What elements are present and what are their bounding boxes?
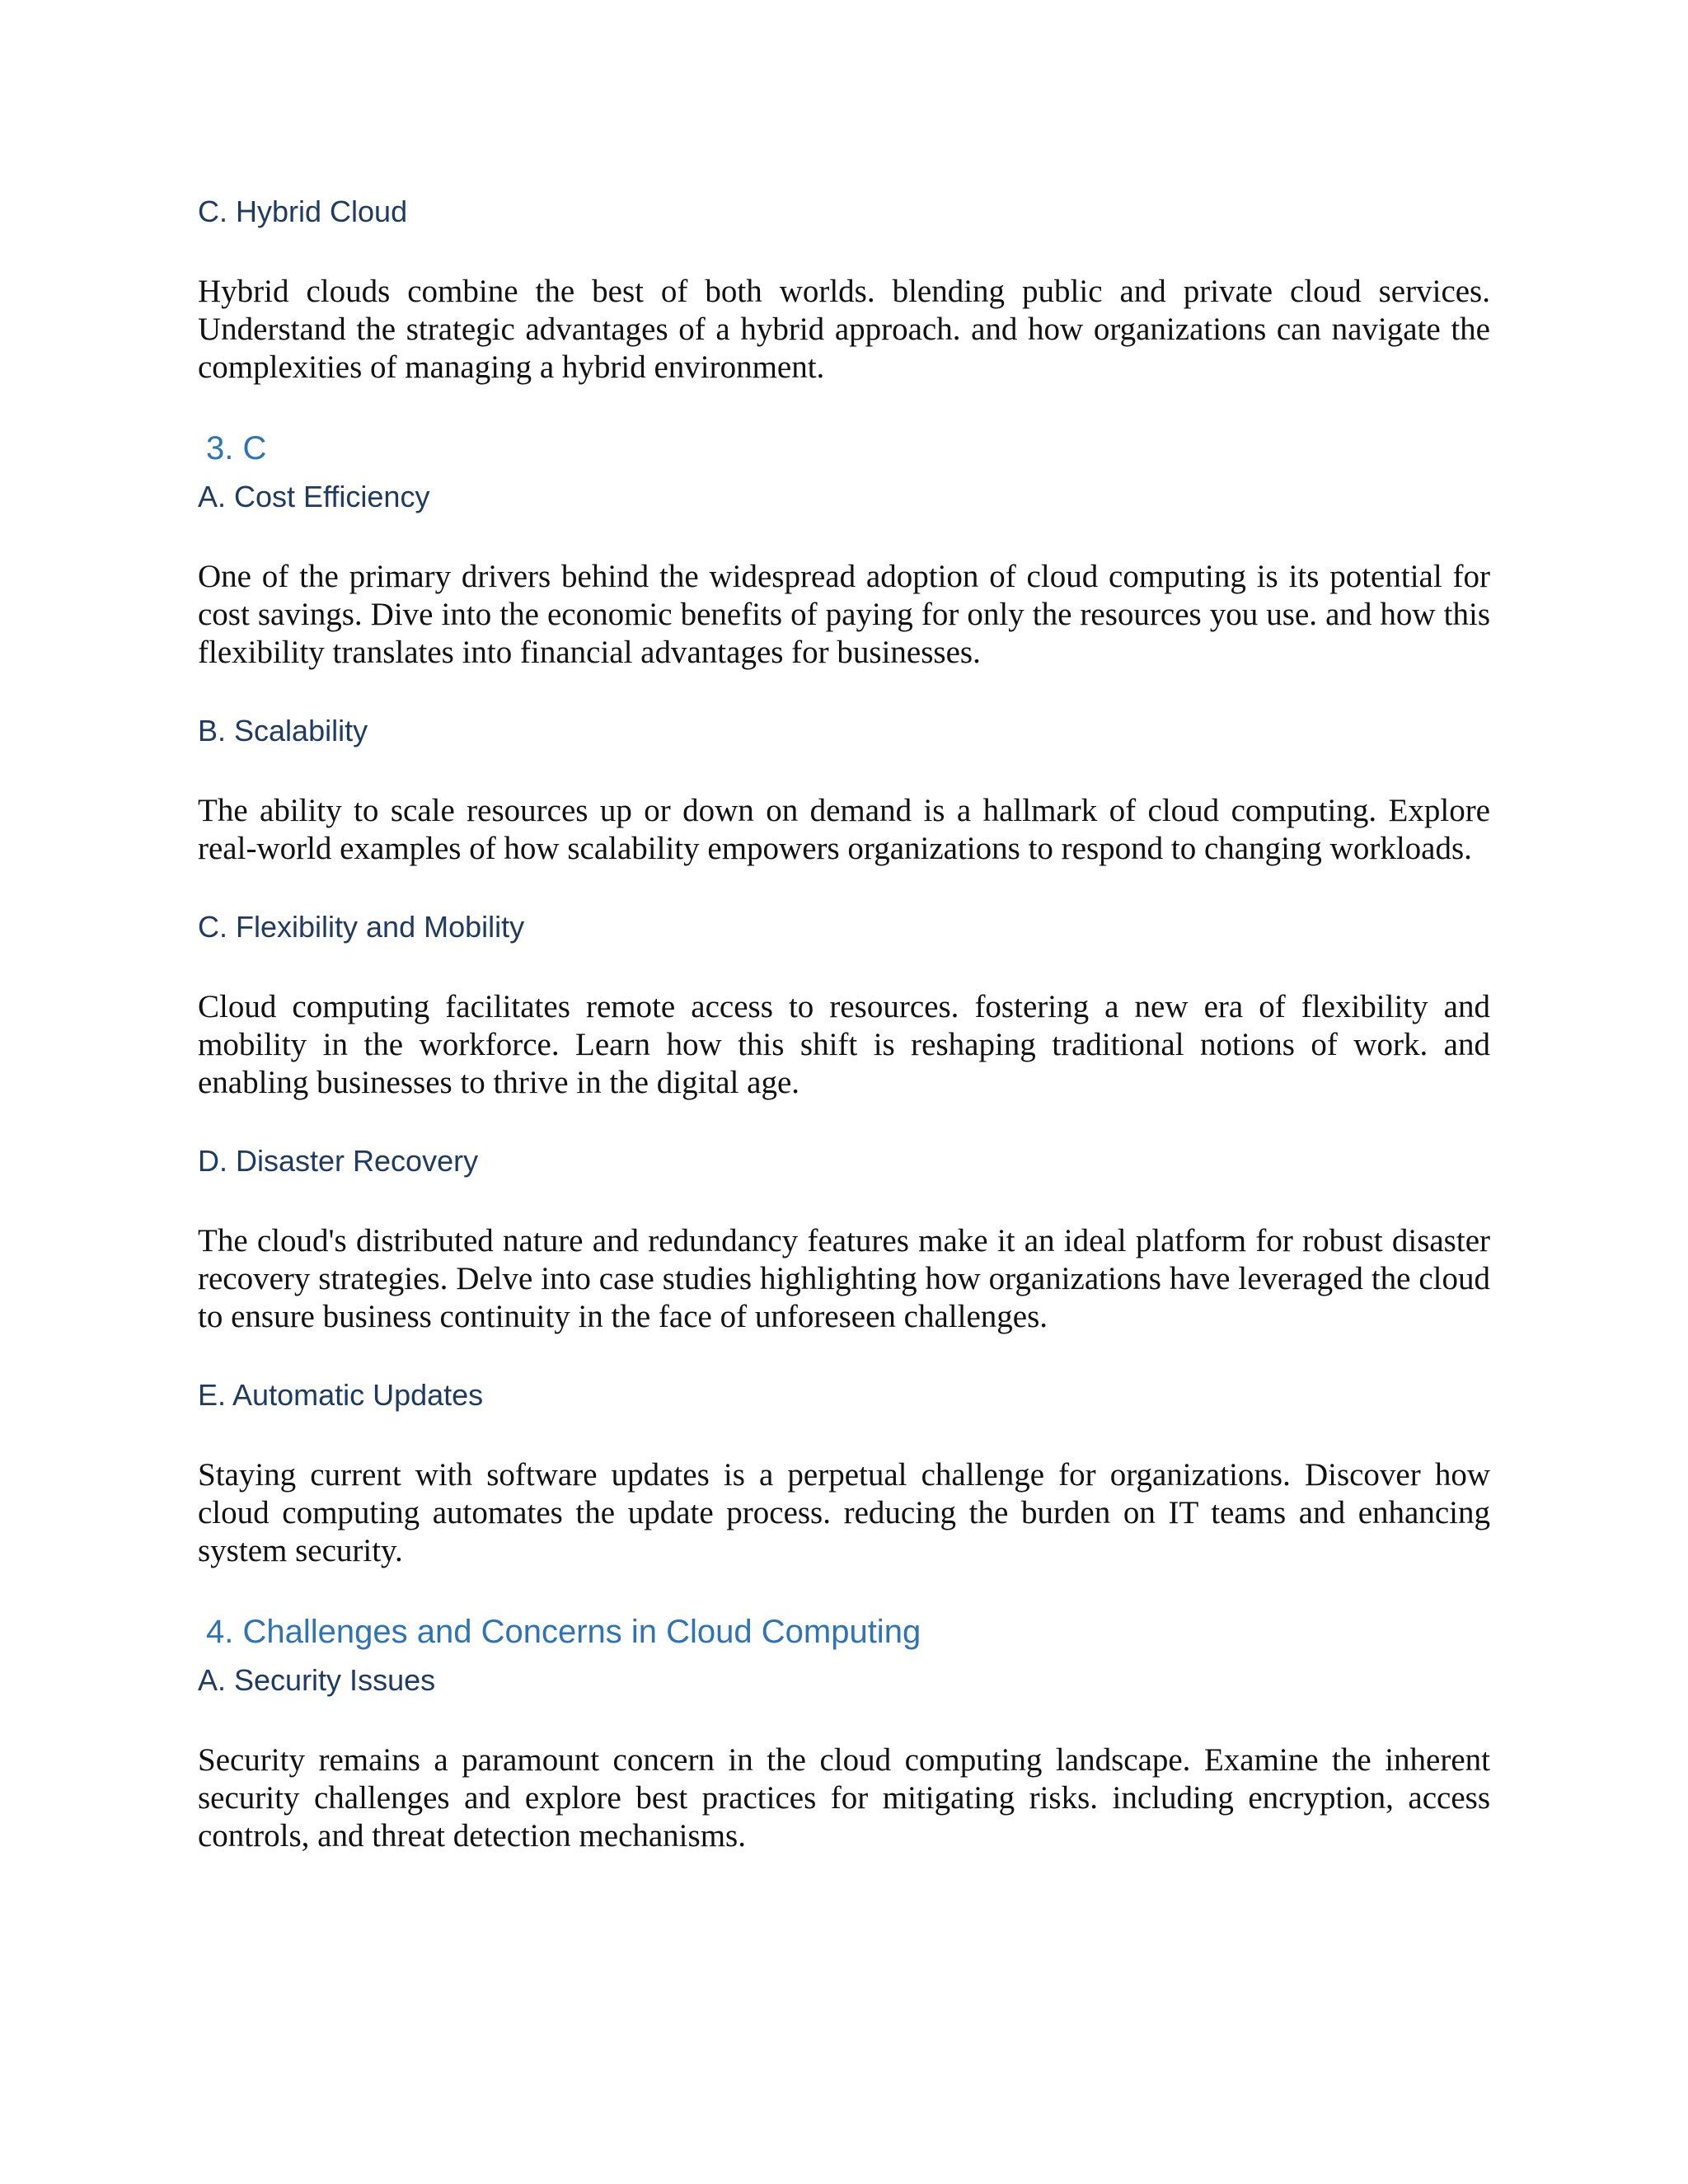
section-heading-hybrid-cloud: C. Hybrid Cloud	[198, 194, 408, 228]
section-heading-scalability: B. Scalability	[198, 714, 368, 748]
paragraph-cost-efficiency: One of the primary drivers behind the widespread adoption of cloud computing is its potential for cost savings. Dive into the economic benefits of paying for only the resources you use. and how this flexibility translates into financial advantages for businesses.	[198, 559, 1490, 670]
section-heading-cost-efficiency: A. Cost Efficiency	[198, 480, 430, 513]
paragraph-flexibility-mobility: Cloud computing facilitates remote access to resources. fostering a new era of flexibility and mobility in the workforce. Learn how this shift is reshaping traditional notions of work. and enabling businesses to thrive in the digital age.	[198, 989, 1490, 1100]
section-heading-security-issues: A. Security Issues	[198, 1663, 436, 1697]
paragraph-disaster-recovery: The cloud's distributed nature and redundancy features make it an ideal platform for robust disaster recovery strategies. Delve into case studies highlighting how organizations have leveraged the cloud to ensure business continuity in the face of unforeseen challenges.	[198, 1223, 1490, 1334]
chapter-4-heading: 4. Challenges and Concerns in Cloud Computing	[206, 1614, 921, 1650]
section-heading-flexibility-mobility: C. Flexibility and Mobility	[198, 910, 525, 944]
chapter-3-heading: 3. C	[206, 430, 267, 466]
paragraph-automatic-updates: Staying current with software updates is a perpetual challenge for organizations. Discover how cloud computing automates the update process. reducing the burden on IT teams and enhancing system security.	[198, 1457, 1490, 1568]
paragraph-scalability: The ability to scale resources up or down on demand is a hallmark of cloud computing. Explore real-world examples of how scalability empowers organizations to respond to changing workloads.	[198, 793, 1490, 866]
section-heading-automatic-updates: E. Automatic Updates	[198, 1378, 484, 1412]
paragraph-hybrid-cloud: Hybrid clouds combine the best of both worlds. blending public and private cloud services. Understand the strategic advantages of a hybrid approach. and how organizations can navigate the complexities of managing a hybrid environment.	[198, 274, 1490, 385]
document-page	[198, 194, 1490, 1855]
paragraph-security-issues: Security remains a paramount concern in the cloud computing landscape. Examine the inherent security challenges and explore best practices for mitigating risks. including encryption, access controls, and threat detection mechanisms.	[198, 1742, 1490, 1854]
section-heading-disaster-recovery: D. Disaster Recovery	[198, 1144, 479, 1178]
